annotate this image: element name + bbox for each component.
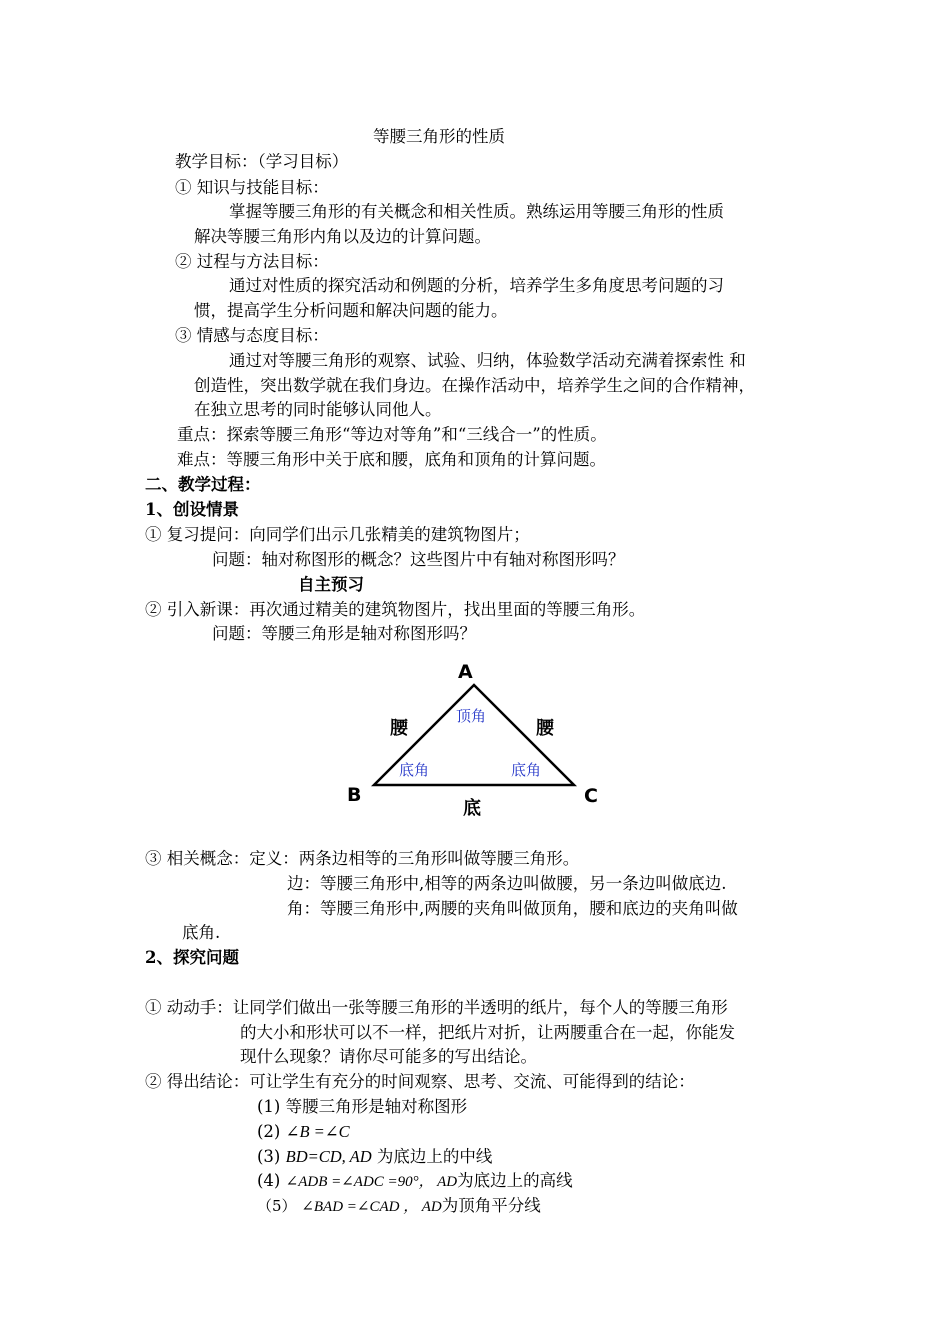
conclusion-1: (1) 等腰三角形是轴对称图形	[257, 1097, 468, 1116]
concept-definition: ③ 相关概念：定义：两条边相等的三角形叫做等腰三角形。	[145, 849, 580, 868]
conclusion-5	[257, 1194, 541, 1219]
review-sub-question: 问题：轴对称图形的概念？这些图片中有轴对称图形吗？	[212, 550, 625, 569]
hands-on-activity-end: 现什么现象？请你尽可能多的写出结论。	[240, 1047, 537, 1066]
knowledge-goal-heading: ① 知识与技能目标：	[175, 178, 329, 197]
knowledge-goal-text: 掌握等腰三角形的有关概念和相关性质。熟练运用等腰三角形的性质	[229, 202, 724, 221]
vertex-a-label: A	[458, 661, 473, 683]
hands-on-activity-cont: 的大小和形状可以不一样，把纸片对折，让两腰重合在一起，你能发	[240, 1023, 735, 1042]
conclusion-2-number: (2)	[257, 1122, 286, 1141]
intro-new-lesson: ② 引入新课：再次通过精美的建筑物图片，找出里面的等腰三角形。	[145, 600, 646, 619]
conclusion-3	[257, 1145, 492, 1169]
intro-question: 问题：等腰三角形是轴对称图形吗？	[212, 624, 476, 643]
conclusion-5-number: （5）	[257, 1197, 302, 1215]
conclusion-3-text: 为底边上的中线	[371, 1147, 493, 1166]
review-question: ① 复习提问：向同学们出示几张精美的建筑物图片；	[145, 525, 530, 544]
conclusion-4-formula: ∠ADB =∠ADC =90°， AD	[285, 1174, 458, 1190]
process-goal-text: 通过对性质的探究活动和例题的分析，培养学生多角度思考问题的习	[229, 276, 724, 295]
concept-sides: 边：等腰三角形中,相等的两条边叫做腰，另一条边叫做底边.	[287, 874, 727, 893]
apex-angle-label: 顶角	[456, 707, 487, 725]
concept-angles: 角：等腰三角形中,两腰的夹角叫做顶角，腰和底边的夹角叫做	[287, 899, 738, 918]
conclusion-3-formula: BD=CD, AD	[285, 1147, 372, 1166]
concept-angles-cont: 底角.	[182, 923, 221, 942]
key-point: 重点：探索等腰三角形“等边对等角”和“三线合一”的性质。	[177, 425, 607, 444]
conclusion-2-formula: ∠B =∠C	[285, 1122, 350, 1141]
conclusion-5-formula: ∠BAD =∠CAD ， AD	[301, 1199, 442, 1215]
process-goal-heading: ② 过程与方法目标：	[175, 252, 329, 271]
left-base-angle-label: 底角	[399, 761, 430, 779]
self-study-label: 自主预习	[298, 575, 364, 594]
goals-heading: 教学目标：（学习目标）	[175, 152, 349, 171]
conclusion-4-number: (4)	[257, 1171, 286, 1190]
explore-heading: 2、探究问题	[145, 948, 239, 967]
process-heading: 二、教学过程：	[145, 475, 261, 494]
base-label: 底	[463, 798, 481, 819]
vertex-c-label: C	[584, 785, 598, 807]
emotion-goal-text: 通过对等腰三角形的观察、试验、归纳，体验数学活动充满着探索性 和	[229, 351, 746, 370]
conclusion-intro: ② 得出结论：可让学生有充分的时间观察、思考、交流、可能得到的结论：	[145, 1072, 695, 1091]
emotion-goal-text-end: 在独立思考的同时能够认同他人。	[194, 400, 442, 419]
conclusion-5-text: 为顶角平分线	[441, 1196, 541, 1215]
conclusion-4-text: 为底边上的高线	[457, 1171, 573, 1190]
isosceles-triangle-figure	[340, 658, 610, 826]
hands-on-activity: ① 动动手：让同学们做出一张等腰三角形的半透明的纸片，每个人的等腰三角形	[145, 998, 728, 1017]
emotion-goal-heading: ③ 情感与态度目标：	[175, 326, 329, 345]
page-title: 等腰三角形的性质	[373, 127, 505, 146]
process-goal-text-cont: 惯，提高学生分析问题和解决问题的能力。	[194, 301, 508, 320]
conclusion-2	[257, 1120, 350, 1144]
step1-heading: 1、创设情景	[145, 500, 239, 519]
right-base-angle-label: 底角	[511, 761, 542, 779]
knowledge-goal-text-cont: 解决等腰三角形内角以及边的计算问题。	[194, 227, 491, 246]
vertex-b-label: B	[347, 784, 362, 806]
conclusion-4	[257, 1169, 573, 1194]
left-leg-label: 腰	[390, 718, 408, 739]
conclusion-3-number: (3)	[257, 1147, 286, 1166]
emotion-goal-text-cont: 创造性，突出数学就在我们身边。在操作活动中，培养学生之间的合作精神，	[194, 376, 755, 395]
difficulty: 难点：等腰三角形中关于底和腰，底角和顶角的计算问题。	[177, 450, 606, 469]
right-leg-label: 腰	[536, 718, 554, 739]
